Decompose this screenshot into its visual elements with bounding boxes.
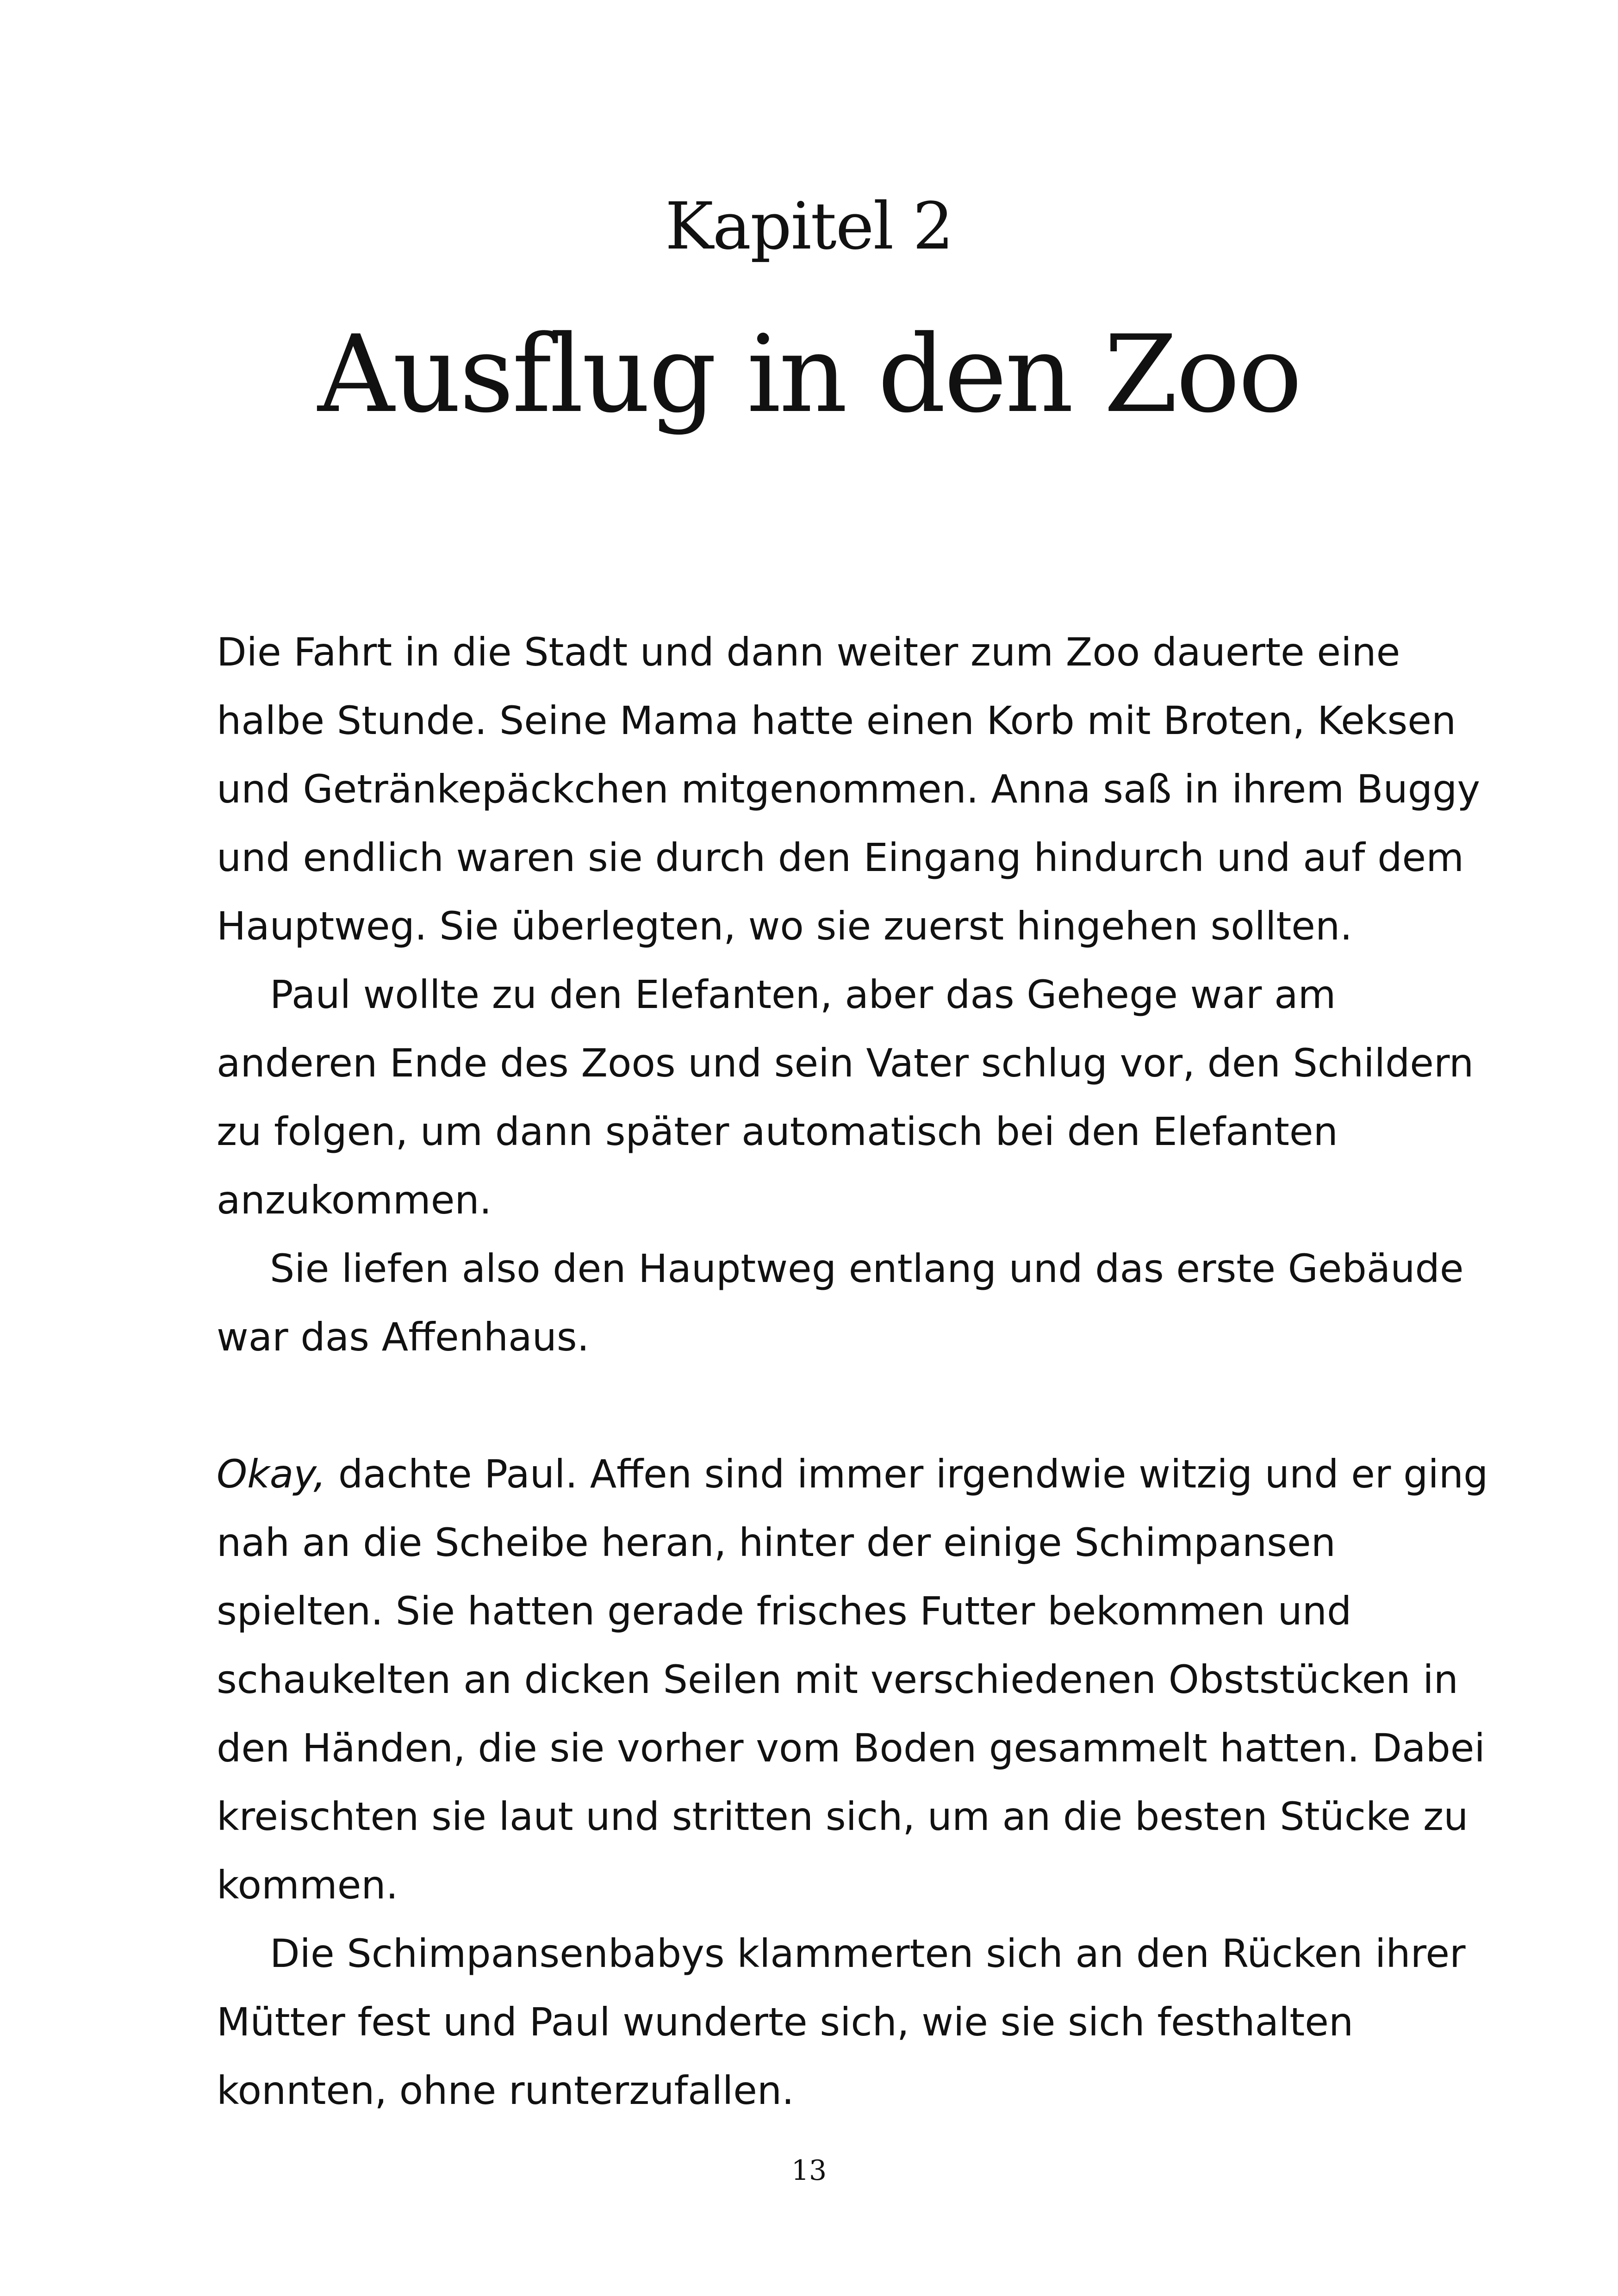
paragraph: Die Fahrt in die Stadt und dann weiter zum Zoo dauerte eine halbe Stunde. Seine Mama hatte einen Korb mit Broten, Keksen und Getränkepäckchen mitgenommen. Anna saß in ihrem Buggy und endlich waren sie durch den Eingang hindurch und auf dem Hauptweg. Sie überlegten, wo sie zuerst hingehen sollten. bbox=[217, 629, 1481, 949]
paragraph: Die Schimpansenbabys klammerten sich an den Rücken ihrer Mütter fest und Paul wunderte sich, wie sie sich festhalten konnten, ohne runterzufallen. bbox=[217, 1931, 1466, 2113]
paragraph: Sie liefen also den Hauptweg entlang und das erste Gebäude war das Affenhaus. bbox=[217, 1246, 1464, 1360]
paragraph-italic-lead: Okay, bbox=[217, 1451, 326, 1497]
chapter-title: Ausflug in den Zoo bbox=[317, 313, 1301, 436]
paragraph-text: dachte Paul. Affen sind immer irgendwie witzig und er ging nah an die Scheibe heran, hinter der einige Schimpansen spielten. Sie hatten gerade frisches Futter bekommen und schaukelten an dicken Seilen mit verschiedenen Obststücken in den Händen, die sie vorher vom Boden gesammelt hatten. Dabei kreischten sie laut und stritten sich, um an die besten Stücke zu kommen. bbox=[217, 1451, 1488, 1908]
paragraph: Paul wollte zu den Elefanten, aber das Gehege war am anderen Ende des Zoos und sein Vater schlug vor, den Schildern zu folgen, um dann später automatisch bei den Elefanten anzukommen. bbox=[217, 972, 1474, 1223]
page-number: 13 bbox=[791, 2154, 827, 2187]
body-text bbox=[217, 618, 1489, 2125]
chapter-label: Kapitel 2 bbox=[665, 189, 953, 264]
paragraph bbox=[217, 1440, 1489, 1919]
